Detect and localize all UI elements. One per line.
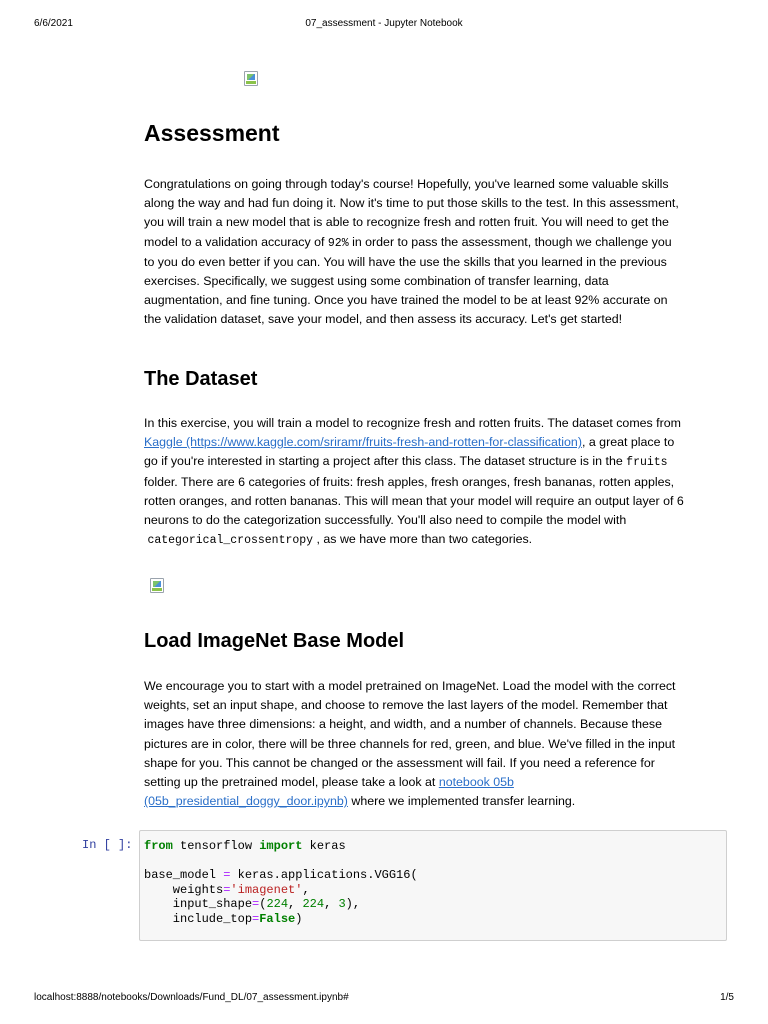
- code-operator: =: [223, 882, 231, 897]
- code-token: base_model: [144, 868, 224, 882]
- imagenet-line: We encourage you to start with a model pretrained on ImageNet. Load the model with the correct: [144, 679, 676, 693]
- kaggle-link[interactable]: Kaggle (https://www.kaggle.com/sriramr/fruits-fresh-and-rotten-for-classification): [144, 435, 582, 450]
- text-span: go if you're interested in starting a project after this class. The dataset structure is in the: [144, 454, 627, 469]
- dataset-loss-line: [144, 530, 724, 550]
- dataset-line: folder. There are 6 categories of fruits: fresh apples, fresh oranges, fresh bananas, rotten apples,: [144, 474, 675, 489]
- imagenet-heading: Load ImageNet Base Model: [144, 630, 405, 652]
- code-operator: =: [223, 868, 231, 882]
- assessment-line: the validation dataset, save your model, and then assess its accuracy. Let's get started!: [144, 312, 623, 327]
- dataset-link-line: [144, 433, 724, 452]
- page-number: 1/5: [720, 992, 734, 1003]
- code-token: keras: [302, 839, 346, 853]
- notebook-05b-file-link[interactable]: (05b_presidential_doggy_door.ipynb): [144, 794, 348, 809]
- assessment-paragraph: [144, 175, 724, 330]
- print-date: 6/6/2021: [34, 18, 73, 29]
- imagenet-paragraph: [144, 677, 724, 811]
- notebook-05b-link[interactable]: notebook 05b: [438, 775, 514, 790]
- text-span: , a great place to: [581, 435, 675, 450]
- dataset-line: rotten oranges, and rotten bananas. This will mean that your model will require an output layer of 6: [144, 493, 684, 508]
- code-token: include_top: [144, 911, 253, 926]
- dataset-line: In this exercise, you will train a model to recognize fresh and rotten fruits. The dataset comes from: [144, 416, 681, 430]
- fruits-code: fruits: [626, 456, 668, 470]
- print-url: localhost:8888/notebooks/Downloads/Fund_DL/07_assessment.ipynb#: [34, 992, 349, 1003]
- text-span: where we implemented transfer learning.: [347, 794, 576, 809]
- cell-prompt: In [ ]:: [82, 838, 133, 852]
- assessment-line: to you do even better if you can. You will have the use the skills that you learned in the previous: [144, 254, 667, 269]
- code-cell[interactable]: [139, 830, 727, 941]
- broken-image-icon: [150, 578, 164, 593]
- dataset-line: neurons to do the categorization successfully. You'll also need to compile the model with: [144, 513, 627, 528]
- text-span: setting up the pretrained model, please take a look at: [144, 775, 439, 790]
- accuracy-code: 92%: [327, 236, 349, 250]
- assessment-line: Congratulations on going through today's course! Hopefully, you've learned some valuable skills: [144, 177, 669, 191]
- code-input[interactable]: from tensorflow import keras base_model = keras.applications.VGG16( weights='imagenet', input_shape=(224, 224, 3), include_top=False): [144, 839, 418, 926]
- assessment-line: along the way and had fun doing it. Now it's time to put those skills to the test. In this assessment,: [144, 196, 679, 211]
- imagenet-link-line: [144, 773, 724, 792]
- code-string: 'imagenet': [230, 882, 303, 897]
- loss-code: categorical_crossentropy: [147, 534, 314, 548]
- code-token: input_shape: [144, 897, 253, 911]
- imagenet-link-line-2: [144, 792, 724, 811]
- code-keyword: from: [144, 839, 173, 853]
- imagenet-line: pictures are in color, there will be three channels for red, green, and blue. We've filled in the input: [144, 736, 676, 751]
- imagenet-line: images have three dimensions: a height, and width, and a number of channels. Because these: [144, 717, 662, 732]
- text-span: in order to pass the assessment, though we challenge you: [348, 234, 672, 249]
- code-keyword: False: [259, 911, 296, 926]
- dataset-fruits-line: [144, 452, 724, 472]
- dataset-heading: The Dataset: [144, 368, 258, 390]
- broken-image-icon: [244, 71, 258, 86]
- assessment-line: you will train a new model that is able to recognize fresh and rotten fruit. You will need to get the: [144, 215, 669, 230]
- code-keyword: import: [259, 839, 303, 853]
- dataset-paragraph: [144, 414, 724, 550]
- code-operator: =: [252, 897, 260, 911]
- assessment-line: exercises. Specifically, we suggest using some combination of transfer learning, data: [144, 274, 609, 289]
- code-number: 224: [266, 897, 289, 911]
- assessment-heading: Assessment: [144, 120, 280, 146]
- print-title: 07_assessment - Jupyter Notebook: [305, 18, 463, 29]
- code-operator: =: [252, 911, 260, 926]
- code-token: tensorflow: [172, 839, 260, 853]
- text-span: model to a validation accuracy of: [144, 234, 328, 249]
- imagenet-line: weights, set an input shape, and choose to remove the last layers of the model. Remember that: [144, 698, 668, 713]
- code-token: weights: [144, 882, 224, 897]
- assessment-line: augmentation, and fine tuning. Once you have trained the model to be at least 92% accurate on: [144, 293, 668, 308]
- imagenet-line: shape for you. This cannot be changed or the assessment will fail. If you need a reference for: [144, 755, 655, 770]
- code-token: keras.applications.VGG16(: [230, 868, 418, 882]
- code-number: 224: [302, 897, 325, 911]
- assessment-accuracy-line: [144, 233, 724, 253]
- text-span: , as we have more than two categories.: [313, 532, 533, 547]
- code-number: 3: [338, 897, 346, 911]
